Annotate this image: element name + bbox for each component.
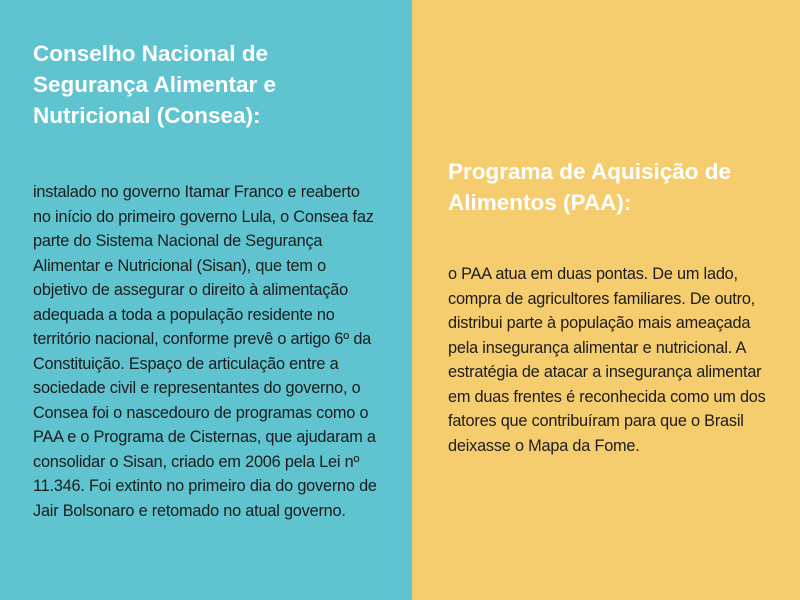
consea-title: Conselho Nacional de Segurança Alimentar e Nutricional (Consea): [33, 41, 277, 128]
paa-title: Programa de Aquisição de Alimentos (PAA): [448, 159, 731, 215]
paa-panel [412, 0, 800, 600]
paa-description: o PAA atua em duas pontas. De um lado, compra de agricultores familiares. De outro, distribui parte à população mais ameaçada pela insegurança alimentar e nutricional. A estratégia de atacar a insegurança alimentar em duas frentes é reconhecida como um dos fatores que contribuíram para que o Brasil deixasse o Mapa da Fome. [448, 265, 766, 455]
consea-description: instalado no governo Itamar Franco e reaberto no início do primeiro governo Lula, o Consea faz parte do Sistema Nacional de Segurança Alimentar e Nutricional (Sisan), que tem o objetivo de assegurar o direito à alimentação adequada a toda a população residente no território nacional, conforme prevê o artigo 6º da Constituição. Espaço de articulação entre a sociedade civil e representantes do governo, o Consea foi o nascedouro de programas como o PAA e o Programa de Cisternas, que ajudaram a consolidar o Sisan, criado em 2006 pela Lei nº 11.346. Foi extinto no primeiro dia do governo de Jair Bolsonaro e retomado no atual governo. [33, 183, 377, 520]
